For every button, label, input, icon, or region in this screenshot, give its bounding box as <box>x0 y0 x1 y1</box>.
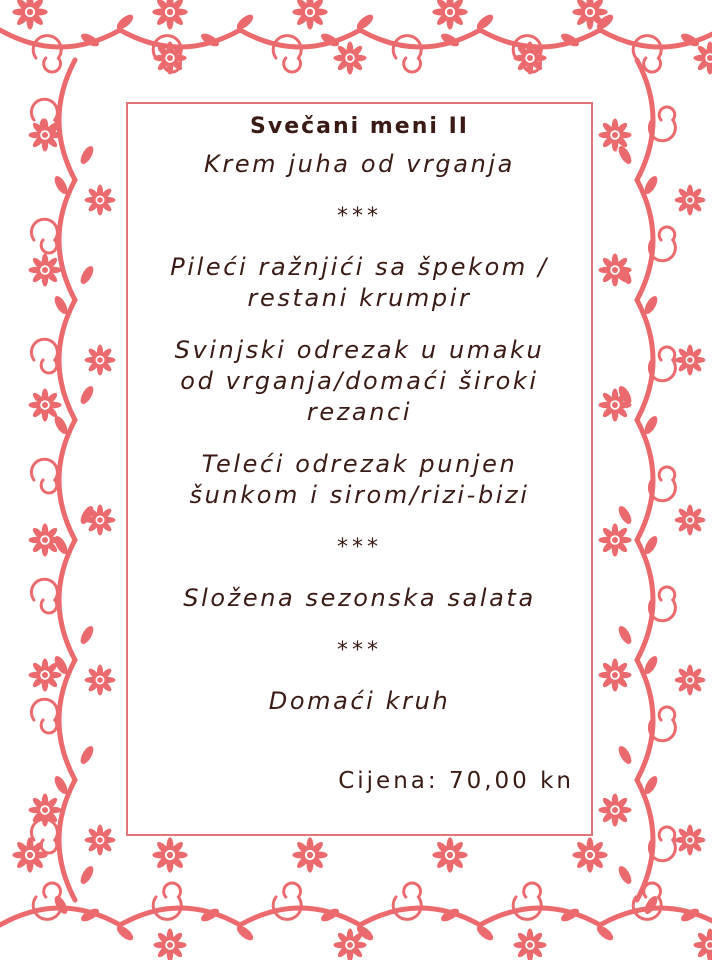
menu-price: Cijena: 70,00 kn <box>338 768 574 794</box>
menu-item-line: Teleći odrezak punjen <box>201 450 518 478</box>
separator-stars: *** <box>337 204 382 229</box>
menu-item-line: od vrganja/domaći široki <box>180 367 539 395</box>
menu-item-line: restani krumpir <box>247 284 472 312</box>
separator-stars: *** <box>337 638 382 663</box>
menu-item-line: Pileći ražnjići sa špekom / <box>170 253 549 281</box>
menu-item <box>126 583 593 614</box>
menu-item-line: šunkom i sirom/rizi-bizi <box>189 481 530 509</box>
menu-title: Svečani meni II <box>250 114 469 139</box>
menu-content <box>126 104 593 738</box>
separator-stars: *** <box>337 535 382 560</box>
menu-item <box>126 449 593 511</box>
menu-item <box>126 252 593 314</box>
menu-item <box>126 686 593 717</box>
menu-separator <box>126 532 593 563</box>
menu-item <box>126 335 593 428</box>
menu-separator <box>126 201 593 232</box>
menu-item-line: Složena sezonska salata <box>183 584 536 612</box>
menu-item-line: Svinjski odrezak u umaku <box>174 336 545 364</box>
menu-item-line: rezanci <box>306 398 413 426</box>
menu-item <box>126 149 593 180</box>
menu-item-line: Krem juha od vrganja <box>204 150 515 178</box>
menu-separator <box>126 635 593 666</box>
menu-item-line: Domaći kruh <box>268 687 451 715</box>
